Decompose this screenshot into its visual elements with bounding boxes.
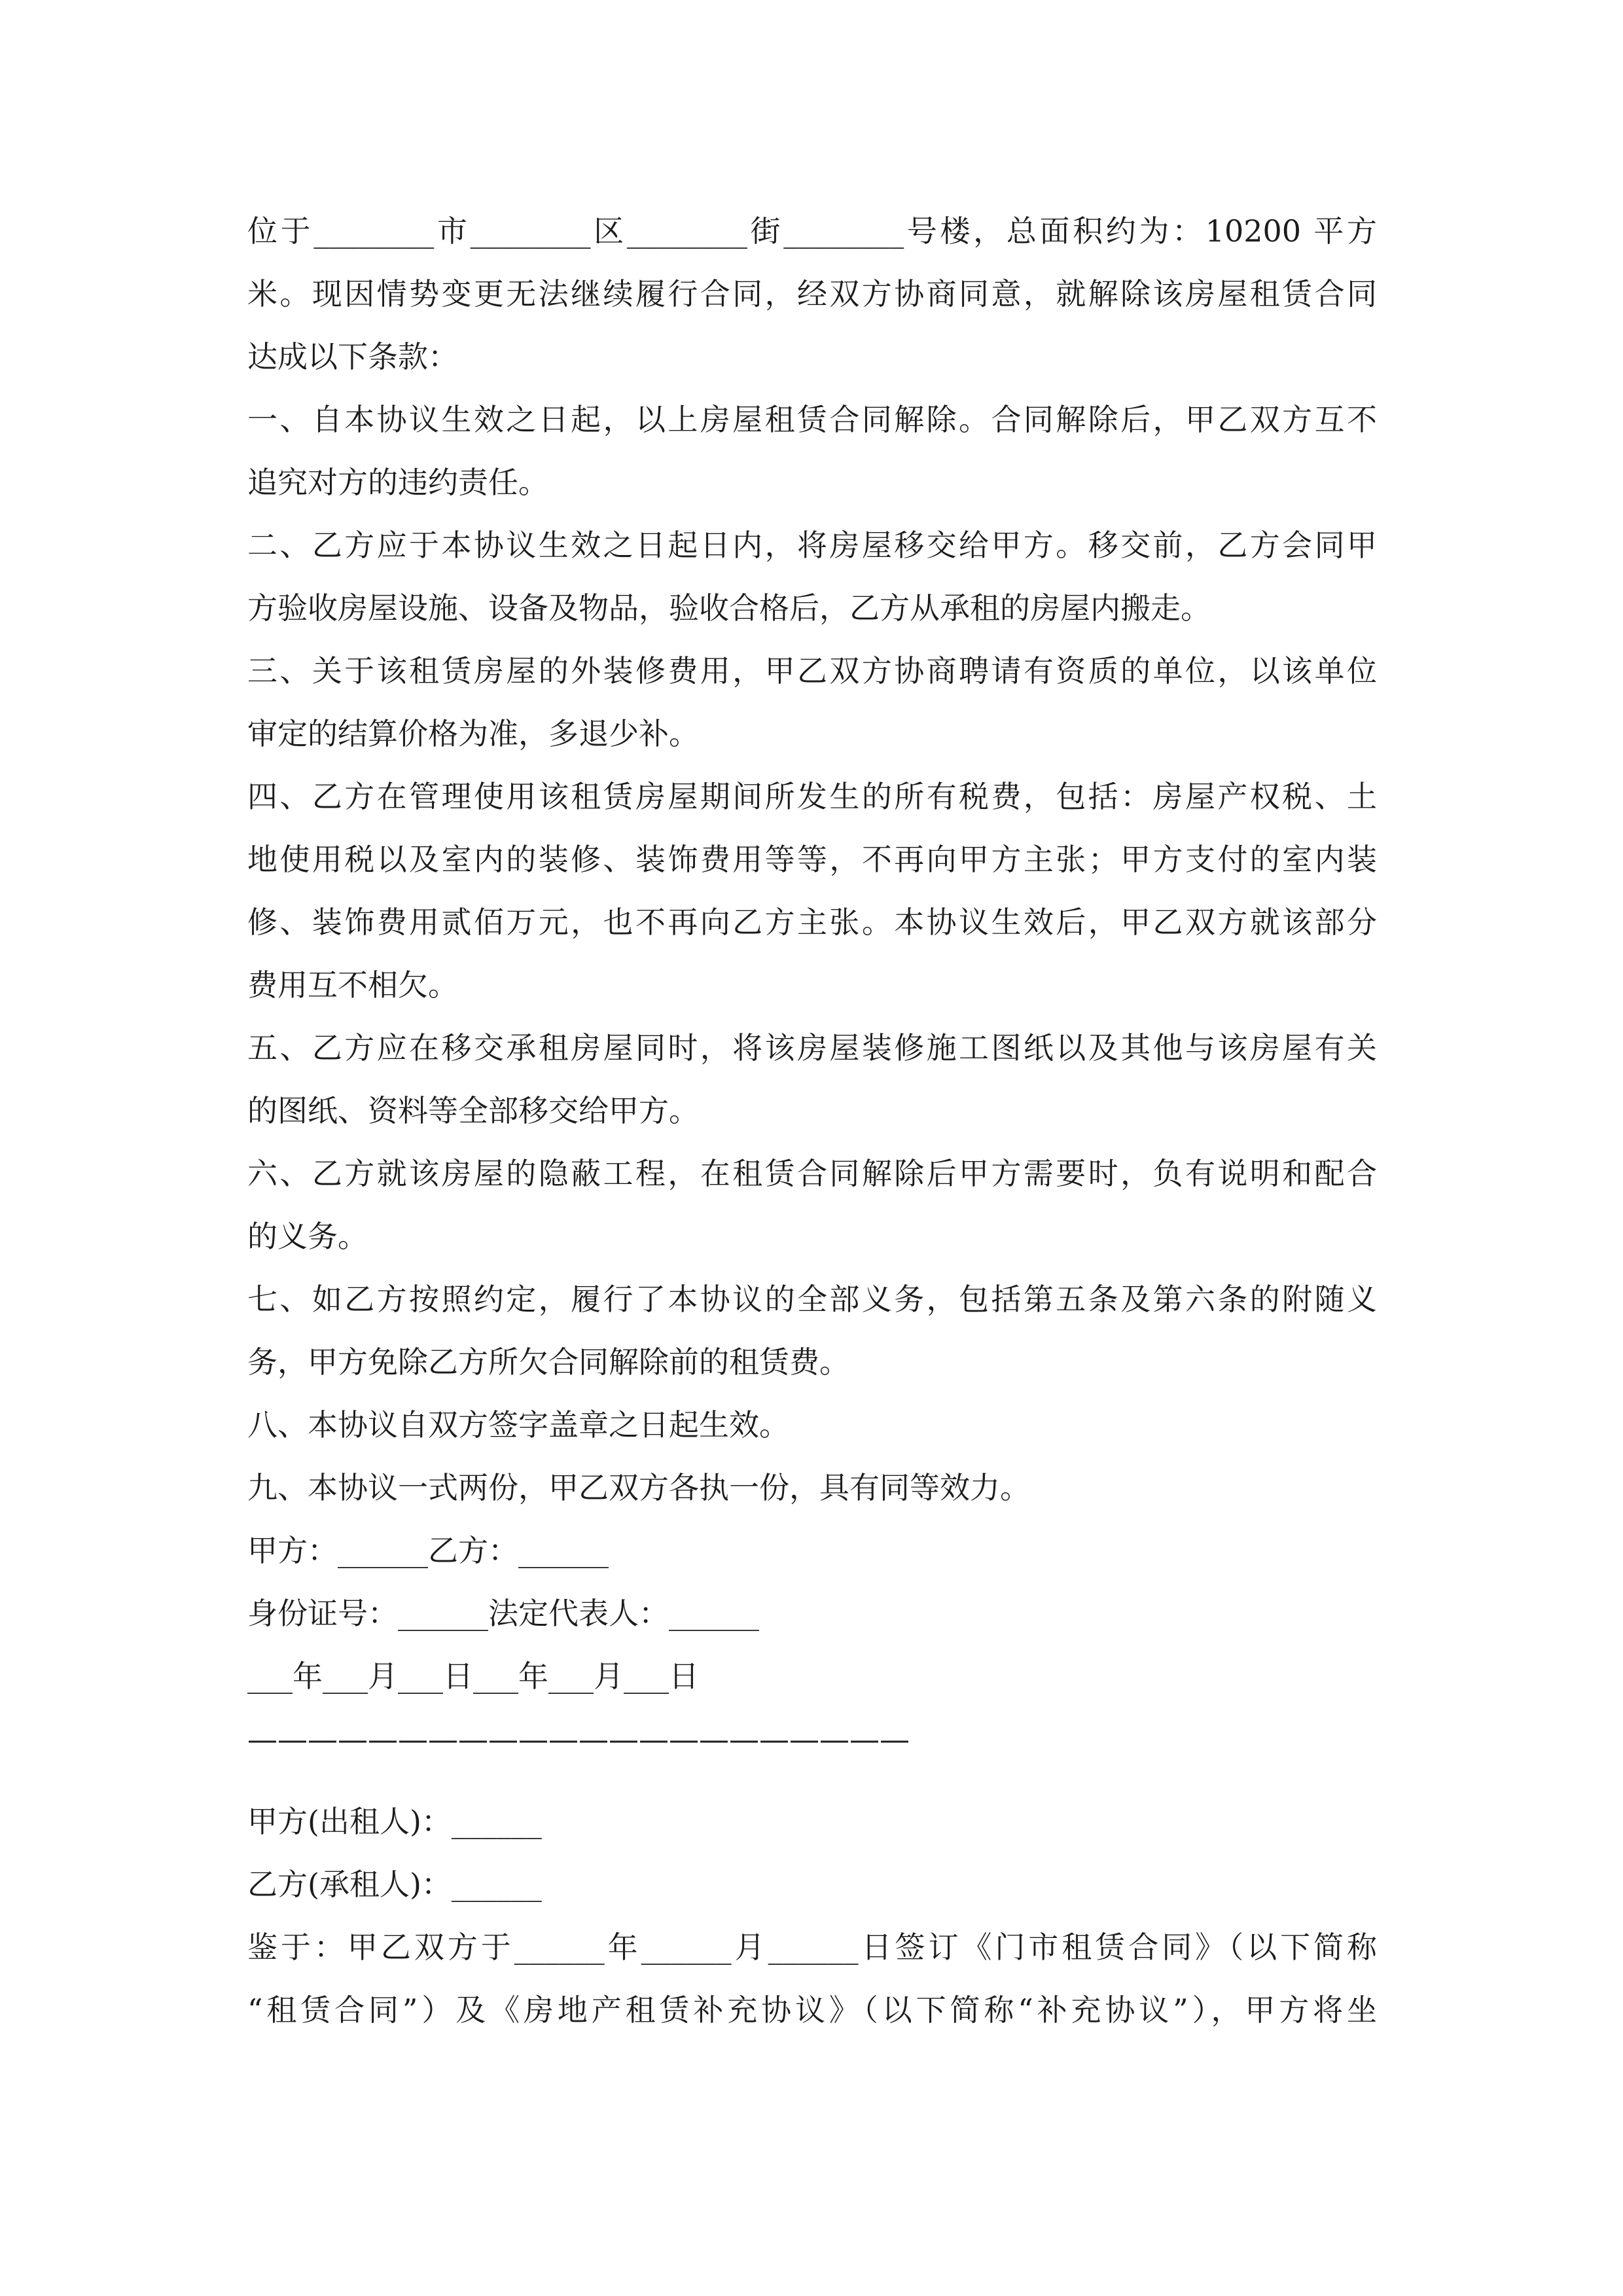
text-line: 达成以下条款： (247, 339, 458, 374)
text-line: 费用互不相欠。 (247, 967, 458, 1003)
clause-2: 二、乙方应于本协议生效之日起日内，将房屋移交给甲方。移交前，乙方会同甲 (247, 528, 1377, 563)
clause-5: 五、乙方应在移交承租房屋同时，将该房屋装修施工图纸以及其他与该房屋有关 (247, 1030, 1377, 1066)
date-line: ___年___月___日___年___月___日 (247, 1659, 699, 1694)
text-line: 的义务。 (247, 1219, 368, 1254)
text-line: 米。现因情势变更无法继续履行合同，经双方协商同意，就解除该房屋租赁合同 (247, 276, 1377, 312)
clause-7: 七、如乙方按照约定，履行了本协议的全部义务，包括第五条及第六条的附随义 (247, 1282, 1377, 1317)
id-representative-line: 身份证号：______法定代表人：______ (247, 1596, 759, 1631)
text-line: 务，甲方免除乙方所欠合同解除前的租赁费。 (247, 1344, 849, 1380)
text-line: 的图纸、资料等全部移交给甲方。 (247, 1093, 699, 1128)
party-signature-line: 甲方：______乙方：______ (247, 1533, 609, 1568)
recital-line: 鉴于：甲乙双方于______年______月______日签订《门市租赁合同》（以下简称 (247, 1929, 1377, 1965)
text-line: 审定的结算价格为准，多退少补。 (247, 716, 699, 751)
lessor-line: 甲方(出租人)：______ (247, 1804, 542, 1839)
text-line: 追究对方的违约责任。 (247, 465, 548, 500)
clause-4: 四、乙方在管理使用该租赁房屋期间所发生的所有税费，包括：房屋产权税、土 (247, 779, 1377, 814)
text-line: “租赁合同”）及《房地产租赁补充协议》（以下简称“补充协议”），甲方将坐 (247, 1992, 1377, 2028)
clause-9: 九、本协议一式两份，甲乙双方各执一份，具有同等效力。 (247, 1470, 1030, 1505)
location-area-line: 位于________市________区________街________号楼，总面积约为：10200 平方 (247, 213, 1377, 249)
text-line: 地使用税以及室内的装修、装饰费用等等，不再向甲方主张；甲方支付的室内装 (247, 842, 1377, 877)
text-line: 方验收房屋设施、设备及物品，验收合格后，乙方从承租的房屋内搬走。 (247, 590, 1211, 626)
clause-1: 一、自本协议生效之日起，以上房屋租赁合同解除。合同解除后，甲乙双方互不 (247, 402, 1377, 437)
clause-6: 六、乙方就该房屋的隐蔽工程，在租赁合同解除后甲方需要时，负有说明和配合 (247, 1156, 1377, 1191)
clause-8: 八、本协议自双方签字盖章之日起生效。 (247, 1407, 789, 1443)
section-divider: —————————————————————— (247, 1721, 910, 1757)
text-line: 修、装饰费用贰佰万元，也不再向乙方主张。本协议生效后，甲乙双方就该部分 (247, 905, 1377, 940)
clause-3: 三、关于该租赁房屋的外装修费用，甲乙双方协商聘请有资质的单位，以该单位 (247, 653, 1377, 689)
lessee-line: 乙方(承租人)：______ (247, 1867, 542, 1902)
